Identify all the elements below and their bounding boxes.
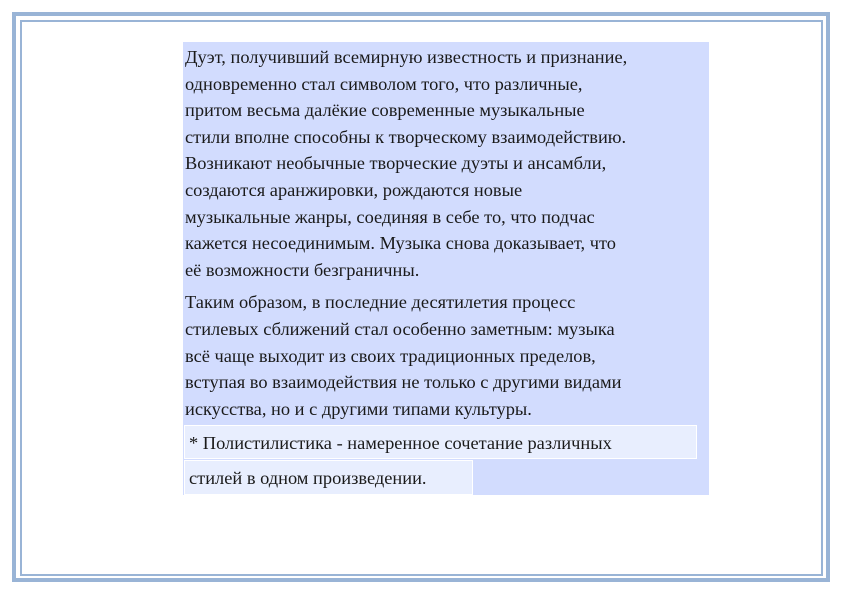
paragraph-1-line: музыкальные жанры, соединяя в себе то, что подчас xyxy=(185,206,595,227)
paragraph-1-line: стили вполне способны к творческому взаимодействию. xyxy=(185,126,627,147)
paragraph-1 xyxy=(185,44,709,283)
paragraph-1-line: Дуэт, получивший всемирную известность и признание, xyxy=(185,47,628,67)
footnote-line-1: * Полистилистика - намеренное сочетание различных xyxy=(184,425,697,459)
paragraph-1-line: её возможности безграничны. xyxy=(185,259,420,280)
footnote-line-2: стилей в одном произведении. xyxy=(184,460,473,495)
paragraph-2-line: всё чаще выходит из своих традиционных пределов, xyxy=(185,345,596,366)
paragraph-2-line: стилевых сближений стал особенно заметным: музыка xyxy=(185,318,615,339)
paragraph-2-line: искусства, но и с другими типами культуры. xyxy=(185,398,532,419)
paragraph-1-line: Возникают необычные творческие дуэты и ансамбли, xyxy=(185,153,607,174)
paragraph-1-line: создаются аранжировки, рождаются новые xyxy=(185,179,523,200)
paragraph-1-line: притом весьма далёкие современные музыкальные xyxy=(185,100,585,121)
paragraph-2-line: Таким образом, в последние десятилетия процесс xyxy=(185,292,576,313)
paragraph-2-line: вступая во взаимодействия не только с другими видами xyxy=(185,372,622,393)
paragraph-1-line: кажется несоединимым. Музыка снова доказывает, что xyxy=(185,233,616,254)
paragraph-1-line: одновременно стал символом того, что различные, xyxy=(185,73,583,94)
paragraph-2 xyxy=(185,289,709,422)
